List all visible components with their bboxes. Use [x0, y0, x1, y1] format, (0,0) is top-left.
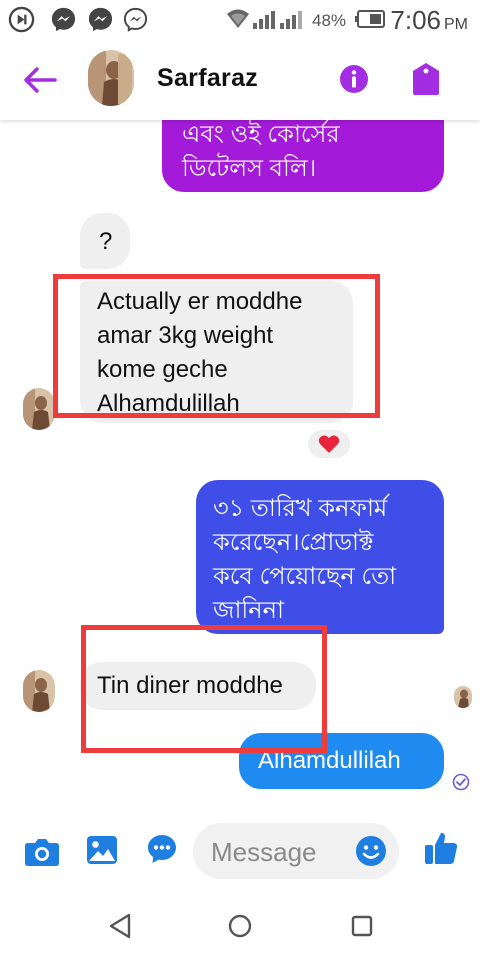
clock-ampm: PM [444, 16, 468, 33]
back-arrow-icon[interactable] [22, 64, 58, 96]
messenger-icon [87, 6, 114, 33]
incoming-message-bubble[interactable] [80, 213, 130, 269]
contact-name[interactable]: Sarfaraz [157, 64, 259, 92]
signal-icon [253, 8, 277, 30]
message-line: kome geche [97, 356, 228, 383]
outgoing-message-bubble[interactable] [239, 733, 444, 789]
system-nav-bar [0, 895, 480, 960]
message-line: করেছেন।প্রোডাক্ট [213, 529, 374, 556]
outgoing-message-bubble[interactable] [196, 480, 444, 634]
nav-home-icon[interactable] [226, 912, 254, 940]
sender-avatar[interactable] [23, 670, 55, 712]
composer-bar [0, 815, 480, 895]
messenger-outline-icon [122, 6, 149, 33]
contact-avatar[interactable] [88, 50, 134, 106]
incoming-message-bubble[interactable] [80, 281, 353, 423]
clock [390, 5, 468, 36]
message-line: Actually er moddhe [97, 288, 303, 315]
message-line: কবে পেয়োছেন তো [213, 563, 397, 590]
heart-reaction[interactable] [306, 428, 352, 460]
signal-icon [280, 8, 304, 30]
nav-recents-icon[interactable] [348, 912, 376, 940]
gallery-icon[interactable] [86, 835, 118, 865]
message-line: ডিটেলস বলি। [182, 155, 317, 182]
status-bar [0, 0, 480, 40]
info-icon[interactable] [339, 64, 369, 94]
sender-avatar[interactable] [23, 388, 55, 430]
thumbs-up-icon[interactable] [424, 831, 458, 865]
seen-check-icon [452, 773, 470, 791]
nav-back-icon[interactable] [107, 912, 135, 940]
chat-bubble-icon[interactable] [146, 833, 178, 865]
heart-icon [318, 434, 340, 454]
battery-icon [355, 10, 385, 28]
camera-icon[interactable] [24, 837, 60, 867]
emoji-icon[interactable] [355, 835, 387, 867]
wifi-icon [226, 8, 250, 30]
message-line: ৩১ তারিখ কনফার্ম [213, 495, 388, 522]
message-placeholder: Message [211, 837, 317, 867]
read-receipt-avatar [454, 686, 472, 708]
message-text: Alhamdullilah [258, 747, 401, 774]
incoming-message-bubble[interactable] [80, 662, 316, 710]
message-input[interactable] [193, 823, 399, 879]
chat-header [0, 40, 480, 120]
clock-time: 7:06 [390, 5, 441, 35]
message-text: Tin diner moddhe [97, 672, 283, 699]
tag-icon[interactable] [412, 62, 440, 96]
message-text: ? [99, 228, 113, 255]
battery-percent: 48% [312, 11, 347, 30]
message-line: এবং ওই কোর্সের [182, 121, 340, 148]
sync-icon [8, 6, 35, 33]
message-line: Alhamdulillah [97, 390, 240, 417]
message-line: জানিনা [213, 597, 284, 624]
message-line: amar 3kg weight [97, 322, 274, 349]
messenger-icon [50, 6, 77, 33]
